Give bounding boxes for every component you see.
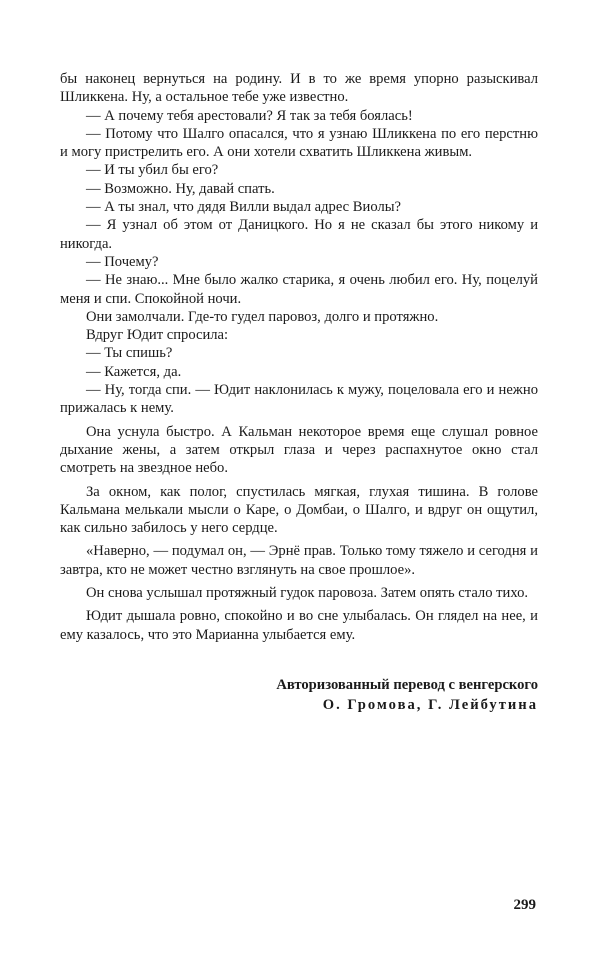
paragraph: Она уснула быстро. А Кальман некоторое время еще слушал ровное дыхание жены, а затем открыл глаза и через распахнутое окно стал смотреть на звездное небо. (60, 423, 538, 477)
paragraph: — Потому что Шалго опасался, что я узнаю Шликкена по его перстню и могу пристрелить его. А они хотели схватить Шликкена живым. (60, 125, 538, 161)
paragraph: — И ты убил бы его? (86, 162, 219, 179)
paragraph: Он снова услышал протяжный гудок паровоза. Затем опять стало тихо. (86, 585, 529, 602)
paragraph: бы наконец вернуться на родину. И в то же время упорно разыскивал Шликкена. Ну, а остальное тебе уже известно. (60, 71, 538, 106)
translation-credit (138, 675, 538, 715)
body-text (60, 70, 538, 644)
paragraph: Вдруг Юдит спросила: (86, 327, 229, 344)
paragraph: — Кажется, да. (86, 363, 182, 380)
paragraph: За окном, как полог, спустилась мягкая, глухая тишина. В голове Кальмана мелькали мысли о Каре, о Домбаи, о Шалго, и вдруг он ощутил, как сильно забилось у него сердце. (60, 483, 538, 537)
paragraph: — Я узнал об этом от Даницкого. Но я не сказал бы этого никому и никогда. (60, 217, 538, 252)
paragraph: — А почему тебя арестовали? Я так за тебя боялась! (86, 107, 413, 124)
page-number: 299 (513, 897, 536, 913)
paragraph: «Наверно, — подумал он, — Эрнё прав. Только тому тяжело и сегодня и завтра, кто не может честно взглянуть на свое прошлое». (60, 543, 538, 578)
paragraph: — А ты знал, что дядя Вилли выдал адрес Виолы? (86, 199, 402, 216)
paragraph: — Ты спишь? (86, 345, 173, 362)
paragraph: Юдит дышала ровно, спокойно и во сне улыбалась. Он глядел на нее, и ему казалось, что это Марианна улыбается ему. (60, 608, 538, 643)
paragraph: — Ну, тогда спи. — Юдит наклонилась к мужу, поцеловала его и нежно прижалась к нему. (60, 382, 538, 417)
paragraph: — Возможно. Ну, давай спать. (86, 180, 275, 197)
translators: О. Громова, Г. Лейбутина (322, 697, 538, 713)
paragraph: — Не знаю... Мне было жалко старика, я очень любил его. Ну, поцелуй меня и спи. Спокойной ночи. (60, 272, 538, 307)
paragraph: — Почему? (86, 253, 159, 270)
paragraph: Они замолчали. Где-то гудел паровоз, долго и протяжно. (86, 308, 439, 325)
credit-line: Авторизованный перевод с венгерского (276, 677, 538, 693)
